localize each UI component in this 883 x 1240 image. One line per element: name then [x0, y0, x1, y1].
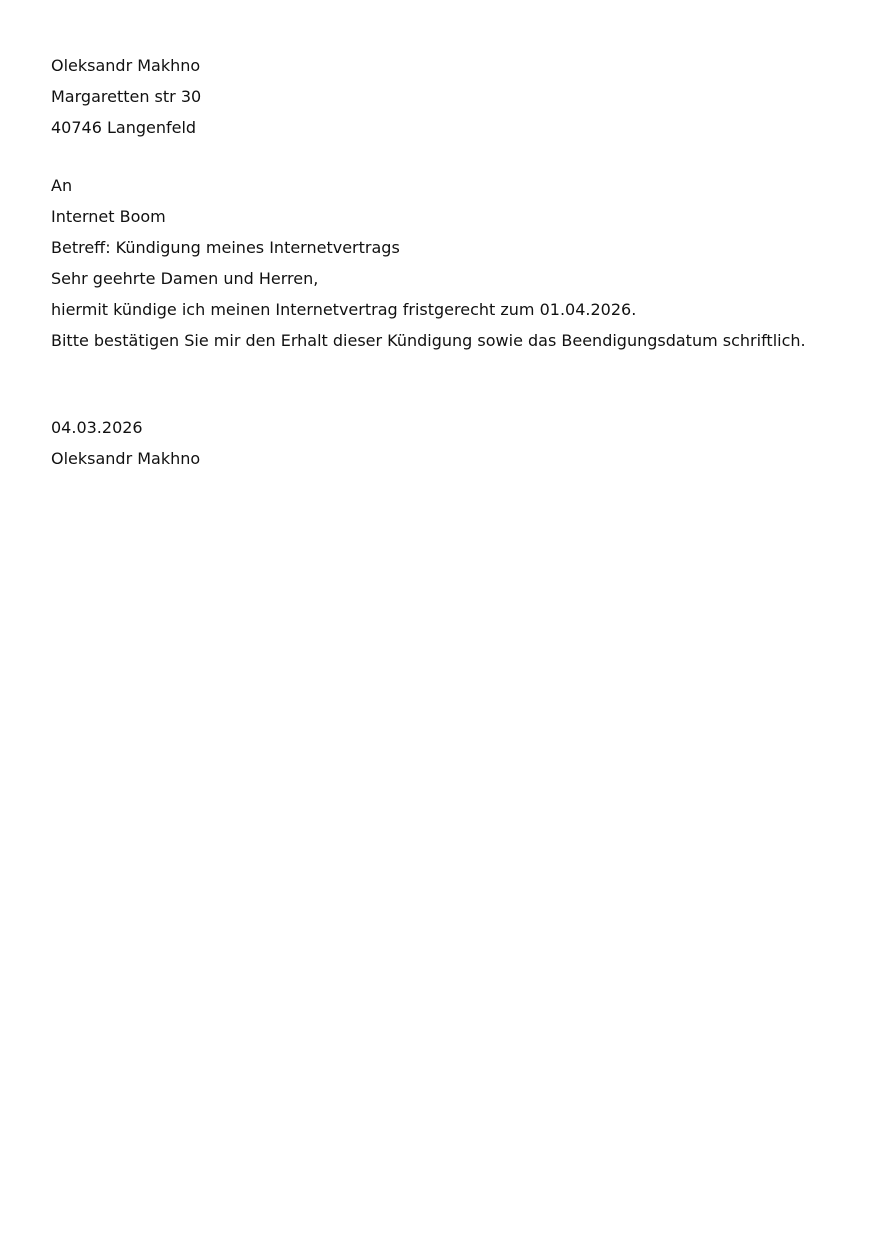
recipient-company: Internet Boom: [51, 207, 166, 226]
signature-block: [51, 412, 832, 474]
greeting-line: Sehr geehrte Damen und Herren,: [51, 269, 319, 288]
sender-name: Oleksandr Makhno: [51, 56, 201, 75]
body-paragraph-1: hiermit kündige ich meinen Internetvertrag fristgerecht zum 01.04.2026.: [51, 300, 637, 319]
subject-line: Betreff: Kündigung meines Internetvertrags: [51, 238, 400, 257]
sender-address-block: [51, 50, 832, 143]
recipient-address-block: [51, 170, 832, 232]
signature-name: Oleksandr Makhno: [51, 449, 201, 468]
sender-city: 40746 Langenfeld: [51, 118, 197, 137]
body-paragraph-2: Bitte bestätigen Sie mir den Erhalt dieser Kündigung sowie das Beendigungsdatum schriftlich.: [51, 331, 806, 350]
sender-street: Margaretten str 30: [51, 87, 202, 106]
letter-date: 04.03.2026: [51, 418, 143, 437]
recipient-salutation-an: An: [51, 176, 73, 195]
